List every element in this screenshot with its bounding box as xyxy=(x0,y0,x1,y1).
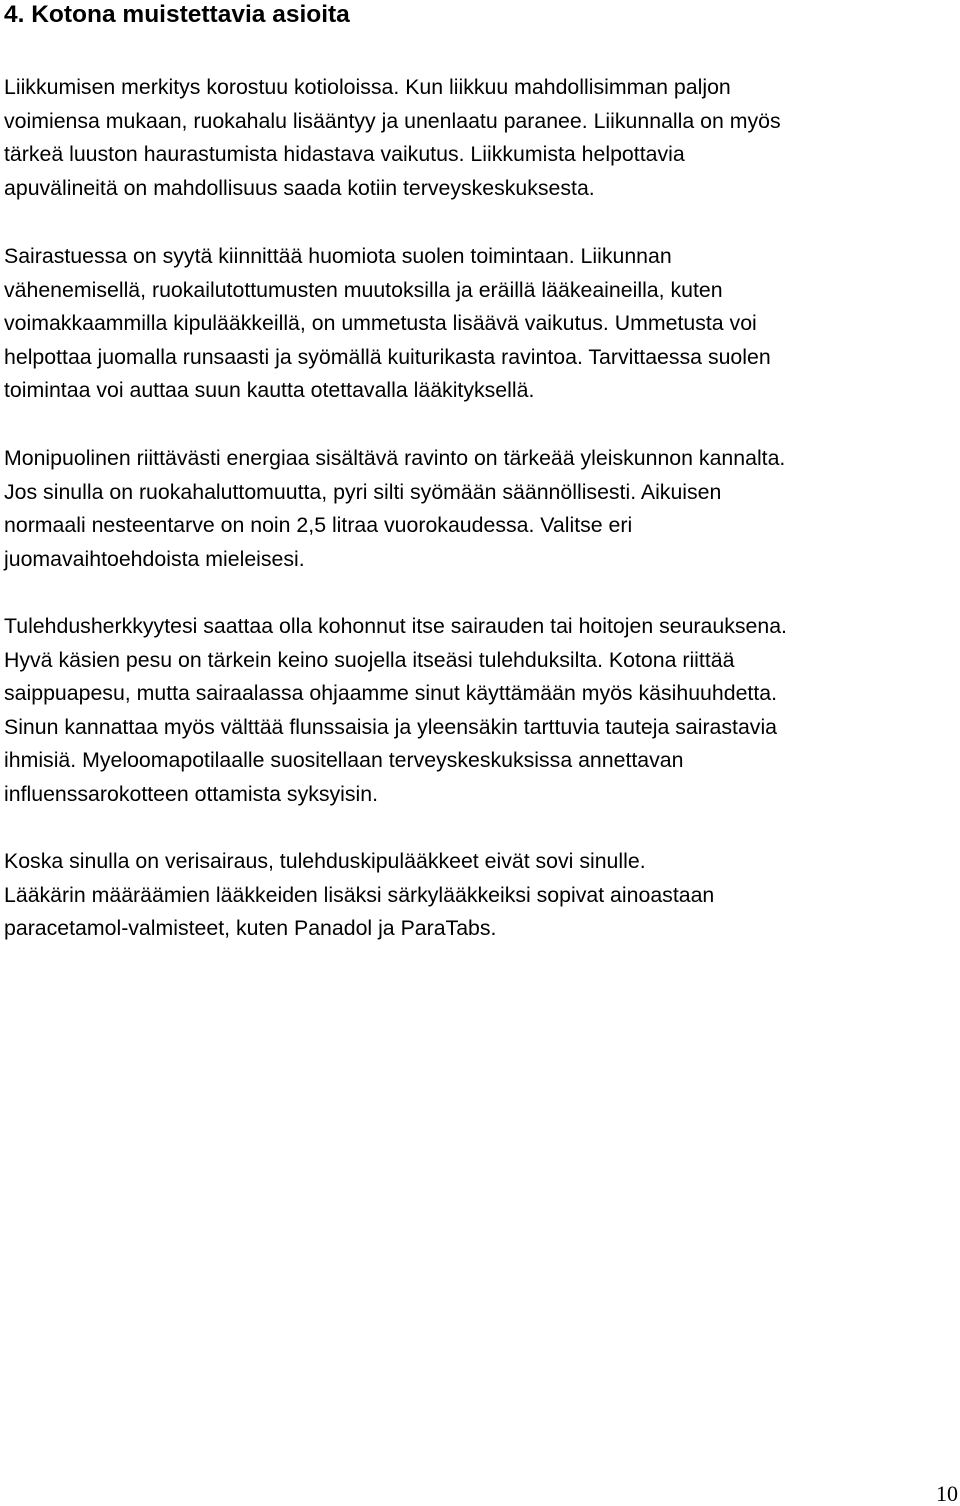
paragraph-pain-medication xyxy=(4,845,714,946)
section-heading: 4. Kotona muistettavia asioita xyxy=(4,1,350,28)
text-line: apuvälineitä on mahdollisuus saada kotiin terveyskeskuksesta. xyxy=(4,175,595,200)
text-line: toimintaa voi auttaa suun kautta otettavalla lääkityksellä. xyxy=(4,378,535,403)
text-line: Tulehdusherkkyytesi saattaa olla kohonnut itse sairauden tai hoitojen seurauksena. xyxy=(4,614,787,638)
text-line: voimakkaammilla kipulääkkeillä, on ummetusta lisäävä vaikutus. Ummetusta voi xyxy=(4,311,757,336)
text-line: Monipuolinen riittävästi energiaa sisältävä ravinto on tärkeää yleiskunnon kannalta. xyxy=(4,446,786,470)
text-line: Jos sinulla on ruokahaluttomuutta, pyri silti syömään säännöllisesti. Aikuisen xyxy=(4,479,722,504)
text-line: Koska sinulla on verisairaus, tulehduskipulääkkeet eivät sovi sinulle. xyxy=(4,849,646,873)
text-line: influenssarokotteen ottamista syksyisin. xyxy=(4,781,379,806)
paragraph-bowel-function xyxy=(4,240,771,408)
paragraph-exercise xyxy=(4,71,781,205)
text-line: saippuapesu, mutta sairaalassa ohjaamme sinut käyttämään myös käsihuuhdetta. xyxy=(4,681,778,706)
page-number: 10 xyxy=(936,1481,958,1506)
text-line: tärkeä luuston haurastumista hidastava vaikutus. Liikkumista helpottavia xyxy=(4,142,685,167)
text-line: Sairastuessa on syytä kiinnittää huomiota suolen toimintaan. Liikunnan xyxy=(4,244,672,268)
text-line: Sinun kannattaa myös välttää flunssaisia ja yleensäkin tarttuvia tauteja sairastavia xyxy=(4,714,778,739)
text-line: ihmisiä. Myeloomapotilaalle suositellaan terveyskeskuksissa annettavan xyxy=(4,748,684,773)
text-line: helpottaa juomalla runsaasti ja syömällä kuiturikasta ravintoa. Tarvittaessa suolen xyxy=(4,344,771,369)
text-line: normaali nesteentarve on noin 2,5 litraa vuorokaudessa. Valitse eri xyxy=(4,513,633,538)
text-line: juomavaihtoehdoista mieleisesi. xyxy=(4,546,305,571)
text-line: vähenemisellä, ruokailutottumusten muutoksilla ja eräillä lääkeaineilla, kuten xyxy=(4,277,723,302)
paragraph-infections xyxy=(4,610,787,812)
text-line: paracetamol-valmisteet, kuten Panadol ja ParaTabs. xyxy=(4,916,497,941)
document-page xyxy=(4,0,956,941)
text-line: Liikkumisen merkitys korostuu kotioloissa. Kun liikkuu mahdollisimman paljon xyxy=(4,75,731,99)
text-line: Hyvä käsien pesu on tärkein keino suojella itseäsi tulehduksilta. Kotona riittää xyxy=(4,647,735,672)
text-line: Lääkärin määräämien lääkkeiden lisäksi särkylääkkeiksi sopivat ainoastaan xyxy=(4,882,715,907)
paragraph-nutrition xyxy=(4,442,785,576)
text-line: voimiensa mukaan, ruokahalu lisääntyy ja unenlaatu paranee. Liikunnalla on myös xyxy=(4,108,781,133)
